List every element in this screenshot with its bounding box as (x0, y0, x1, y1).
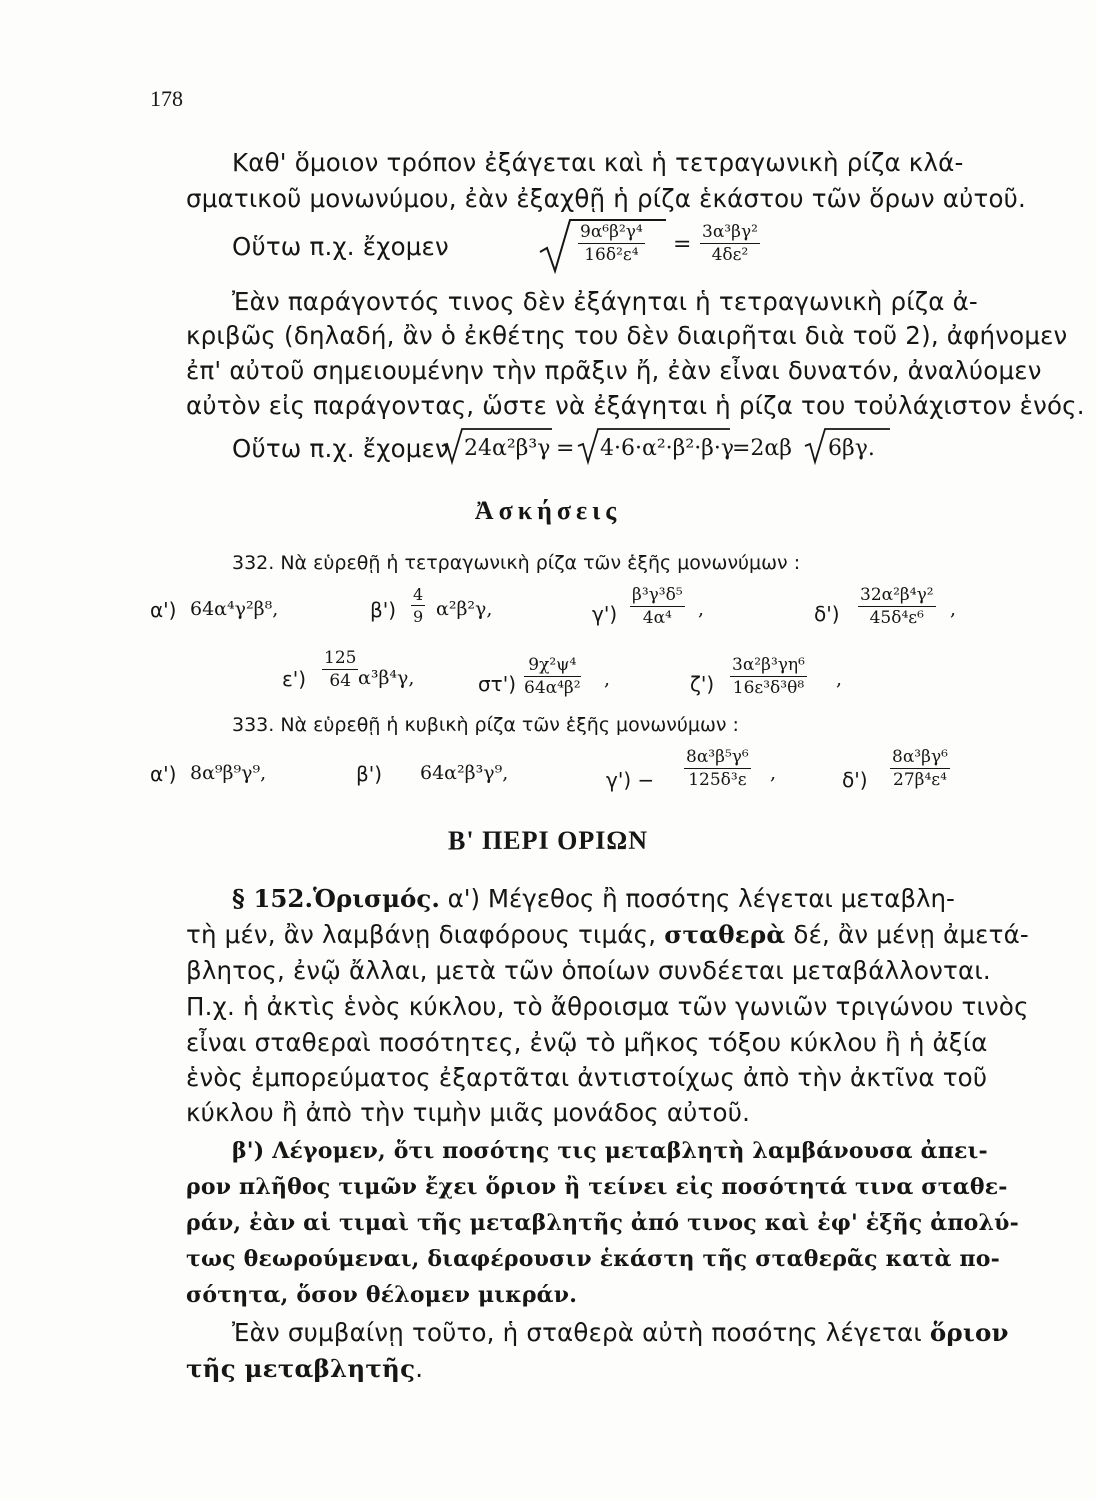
comma: , (698, 598, 705, 620)
para2-line1: Ἐὰν παράγοντός τινος δὲν ἐξάγηται ἡ τετραγωνικὴ ρίζα ἀ- (232, 287, 978, 316)
fraction-denominator: 9 (413, 607, 424, 626)
para1-line1: Καθ' ὅμοιον τρόπον ἐξάγεται καὶ ἡ τετραγωνικὴ ρίζα κλά- (232, 148, 964, 177)
ex332-b-label: β') (370, 598, 397, 622)
bold-term-metavlitis: τῆς μεταβλητῆς (186, 1354, 416, 1383)
sec152-line4: Π.χ. ἡ ἀκτὶς ἑνὸς κύκλου, τὸ ἄθροισμα τῶν γωνιῶν τριγώνου τινὸς (186, 992, 1029, 1021)
fraction-numerator: 9α⁶β²γ⁴ (580, 222, 643, 242)
fraction-denominator: 27β⁴ε⁴ (893, 770, 947, 790)
definition-b-line3: ράν, ἐὰν αἱ τιμαὶ τῆς μεταβλητῆς ἀπό τινος καὶ ἐφ' ἑξῆς ἀπολύ- (186, 1210, 1019, 1236)
bold-term-stathera: σταθερὰ (664, 920, 786, 949)
section-heading: Β' ΠΕΡΙ ΟΡΙΩΝ (448, 826, 648, 855)
ex332-st-label: στ') (478, 672, 517, 696)
ex332-e-rest: α³β⁴γ, (358, 667, 415, 689)
exercises-title: Ἀσκήσεις (474, 496, 622, 525)
fraction-numerator: β³γ³δ⁵ (632, 585, 683, 605)
para2-line3: ἐπ' αὐτοῦ σημειουμένην τὴν πρᾶξιν ἤ, ἐὰν εἶναι δυνατόν, ἀναλύομεν (186, 356, 1042, 385)
fraction-numerator: 9χ²ψ⁴ (524, 655, 581, 677)
closing-line1-text: Ἐὰν συμβαίνῃ τοῦτο, ἡ σταθερὰ αὐτὴ ποσότης λέγεται (232, 1318, 930, 1347)
ex332-z-label: ζ') (690, 672, 715, 696)
sec152-line6: ἑνὸς ἐμπορεύματος ἐξαρτᾶται ἀντιστοίχως ἀπὸ τὴν ἀκτῖνα τοῦ (186, 1063, 988, 1092)
sec152-line3: βλητος, ἐνῷ ἄλλαι, μετὰ τῶν ὁποίων συνδέεται μεταβάλλονται. (186, 956, 991, 985)
ex332-d-fraction (858, 585, 936, 628)
comma: , (950, 598, 957, 620)
example-result-fraction (700, 222, 760, 265)
sec152-line2-text: τὴ μέν, ἂν λαμβάνῃ διαφόρους τιμάς, (186, 920, 665, 949)
ex332-c-fraction (630, 585, 685, 628)
ex333-c-fraction (684, 747, 751, 790)
ex332-st-fraction (524, 655, 581, 698)
para1-line2: σματικοῦ μονωνύμου, ἐὰν ἐξαχθῇ ἡ ρίζα ἑκάστου τῶν ὅρων αὐτοῦ. (186, 184, 1027, 213)
fraction-numerator: 3α²β³γη⁶ (732, 655, 805, 675)
closing-line2 (186, 1354, 423, 1383)
ex332-b-fraction (411, 585, 425, 626)
fraction-denominator: 4δε² (711, 245, 749, 265)
ex333-d-fraction (890, 747, 950, 790)
fraction-denominator: 64 (329, 671, 352, 691)
definition-b-line4: τως θεωρούμεναι, διαφέρουσιν ἑκάστη τῆς σταθερᾶς κατὰ πο- (186, 1246, 1000, 1272)
exercise-332-text: 332. Νὰ εὑρεθῇ ἡ τετραγωνικὴ ρίζα τῶν ἑξῆς μονωνύμων : (232, 552, 801, 574)
radicand-2: 4·6·α²·β²·β·γ (600, 436, 735, 461)
fraction-denominator: 16δ²ε⁴ (584, 245, 639, 265)
fraction-denominator: 125δ³ε (688, 770, 747, 790)
sec152-line7: κύκλου ἢ ἀπὸ τὴν τιμὴν μιᾶς μονάδος αὐτοῦ. (186, 1098, 751, 1127)
fraction-numerator: 8α³βγ⁶ (892, 747, 948, 767)
sec152-line5: εἶναι σταθεραὶ ποσότητες, ἐνῷ τὸ μῆκος τόξου κύκλου ἢ ἡ ἀξία (186, 1028, 988, 1057)
fraction-numerator: 32α²β⁴γ² (860, 585, 934, 605)
example-fraction-under-root (578, 222, 645, 265)
ex333-b-label: β') (356, 762, 383, 786)
ex332-a-label: α') (150, 598, 177, 622)
ex333-a-label: α') (150, 762, 177, 786)
ex332-z-fraction (730, 655, 807, 698)
sec152-line1 (186, 884, 998, 913)
para2-line4: αὐτὸν εἰς παράγοντας, ὥστε νὰ ἐξάγηται ἡ ρίζα του τοὐλάχιστον ἑνός. (186, 391, 1085, 420)
fraction-numerator: 4 (413, 585, 424, 604)
ex332-e-label: ε') (282, 667, 307, 691)
comma: , (836, 668, 843, 690)
fraction-denominator: 16ε³δ³θ⁸ (732, 678, 805, 698)
para2-example-prefix: Οὕτω π.χ. ἔχομεν (232, 434, 449, 463)
comma: , (604, 668, 611, 690)
fraction-denominator: 4α⁴ (642, 608, 672, 628)
closing-period: . (415, 1354, 424, 1383)
para2-line2: κριβῶς (δηλαδή, ἂν ὁ ἐκθέτης του δὲν διαιρῆται διὰ τοῦ 2), ἀφήνομεν (186, 321, 1068, 350)
ex333-b-expr: 64α²β³γ⁹, (420, 762, 509, 784)
ex333-c-label: γ') − (606, 768, 655, 792)
ex333-d-label: δ') (842, 768, 868, 792)
ex332-c-label: γ') (592, 602, 618, 626)
para1-example-prefix: Οὕτω π.χ. ἔχομεν (232, 232, 449, 261)
ex332-e-fraction (322, 648, 358, 691)
radicand-1: 24α²β³γ (464, 436, 551, 461)
sec152-line1-text: α') Μέγεθος ἢ ποσότης λέγεται μεταβλη- (439, 884, 955, 913)
sec152-line2-end: δέ, ἂν μένῃ ἀμετά- (785, 920, 1029, 949)
ex332-a-expr: 64α⁴γ²β⁸, (190, 598, 279, 620)
ex332-d-label: δ') (814, 602, 840, 626)
result-coefficient: =2αβ (732, 436, 793, 461)
radicand-3: 6βγ. (828, 436, 875, 461)
page-number: 178 (150, 86, 183, 111)
exercise-333-text: 333. Νὰ εὑρεθῇ ἡ κυβικὴ ρίζα τῶν ἑξῆς μονωνύμων : (232, 714, 739, 736)
definition-b-line1: β') Λέγομεν, ὅτι ποσότης τις μεταβλητὴ λαμβάνουσα ἀπει- (232, 1138, 988, 1164)
ex332-b-rest: α²β²γ, (436, 598, 493, 620)
fraction-numerator: 3α³βγ² (702, 222, 758, 242)
closing-line1 (232, 1318, 1009, 1347)
comma: , (770, 762, 777, 784)
fraction-numerator: 125 (324, 648, 357, 668)
fraction-denominator: 45δ⁴ε⁶ (869, 608, 924, 628)
definition-b-line2: ρον πλῆθος τιμῶν ἔχει ὅριον ἢ τείνει εἰς ποσότητά τινα σταθε- (186, 1174, 1008, 1200)
definition-title: Ὁρισμός. (313, 884, 440, 913)
definition-b-line5: σότητα, ὅσον θέλομεν μικράν. (186, 1282, 578, 1308)
section-number: § 152. (232, 884, 314, 913)
fraction-numerator: 8α³β⁵γ⁶ (686, 747, 749, 767)
ex333-a-expr: 8α⁹β⁹γ⁹, (190, 762, 267, 784)
equals-sign: = (673, 232, 692, 257)
equals-sign: = (556, 436, 575, 461)
fraction-denominator: 64α⁴β² (524, 678, 581, 698)
sec152-line2 (186, 920, 1029, 949)
bold-term-orion: ὅριον (929, 1318, 1009, 1347)
